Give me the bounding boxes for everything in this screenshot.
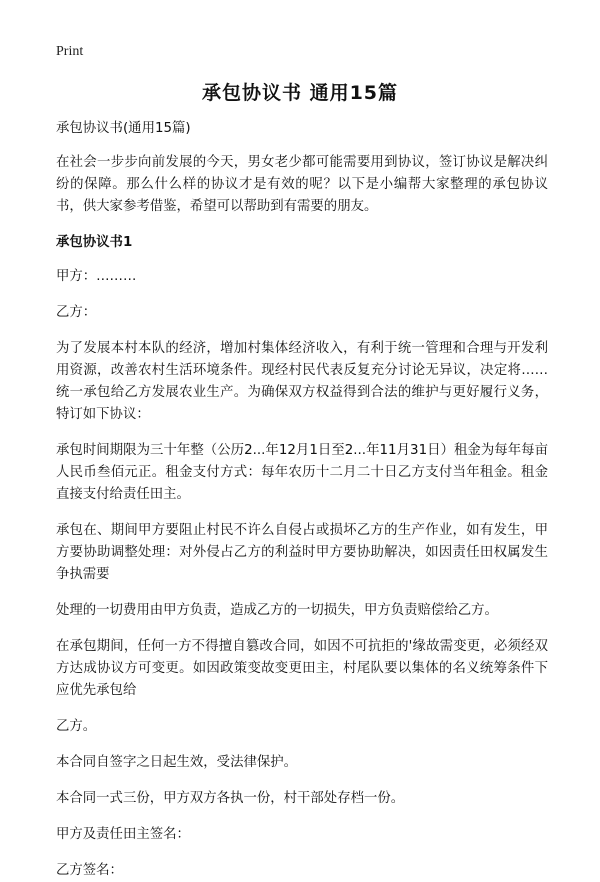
paragraph-8: 本合同一式三份，甲方双方各执一份，村干部处存档一份。 xyxy=(56,791,405,806)
paragraph-5: 在承包期间，任何一方不得擅自篡改合同，如因不可抗拒的'缘故需变更，必须经双方达成协议方可变更。如因政策变故变更田主，村尾队要以集体的名义统筹条件下应优先承包给 xyxy=(56,639,548,698)
intro-paragraph: 在社会一步步向前发展的今天，男女老少都可能需要用到协议，签订协议是解决纠纷的保障。那么什么样的协议才是有效的呢？以下是小编帮大家整理的承包协议书，供大家参考借鉴，希望可以帮助到有需要的朋友。 xyxy=(56,155,548,214)
document-subtitle: 承包协议书(通用15篇) xyxy=(56,121,191,136)
party-b-line: 乙方： xyxy=(56,305,97,320)
paragraph-6: 乙方。 xyxy=(56,719,97,734)
print-label: Print xyxy=(56,44,84,59)
paragraph-1: 为了发展本村本队的经济，增加村集体经济收入，有利于统一管理和合理与开发利用资源，改善农村生活环境条件。现经村民代表反复充分讨论无异议，决定将……统一承包给乙方发展农业生产。为确保双方权益得到合法的维护与更好履行义务，特订如下协议： xyxy=(56,341,548,422)
section-heading: 承包协议书1 xyxy=(56,235,133,250)
document-body xyxy=(56,118,548,882)
paragraph-4: 处理的一切费用由甲方负责，造成乙方的一切损失，甲方负责赔偿给乙方。 xyxy=(56,603,498,618)
paragraph-7: 本合同自签字之日起生效，受法律保护。 xyxy=(56,755,298,770)
party-b-signature: 乙方签名： xyxy=(56,863,123,878)
paragraph-2: 承包时间期限为三十年整（公历2...年12月1日至2...年11月31日）租金为每年每亩人民币叁佰元正。租金支付方式：每年农历十二月二十日乙方支付当年租金。租金直接支付给责任田主。 xyxy=(56,443,548,502)
party-a-signature: 甲方及责任田主签名： xyxy=(56,827,190,842)
party-a-line: 甲方：……… xyxy=(56,269,137,284)
paragraph-3: 承包在、期间甲方要阻止村民不许么自侵占或损坏乙方的生产作业，如有发生，甲方要协助调整处理：对外侵占乙方的利益时甲方要协助解决，如因责任田权属发生争执需要 xyxy=(56,523,548,582)
document-title: 承包协议书 通用15篇 xyxy=(201,82,399,104)
